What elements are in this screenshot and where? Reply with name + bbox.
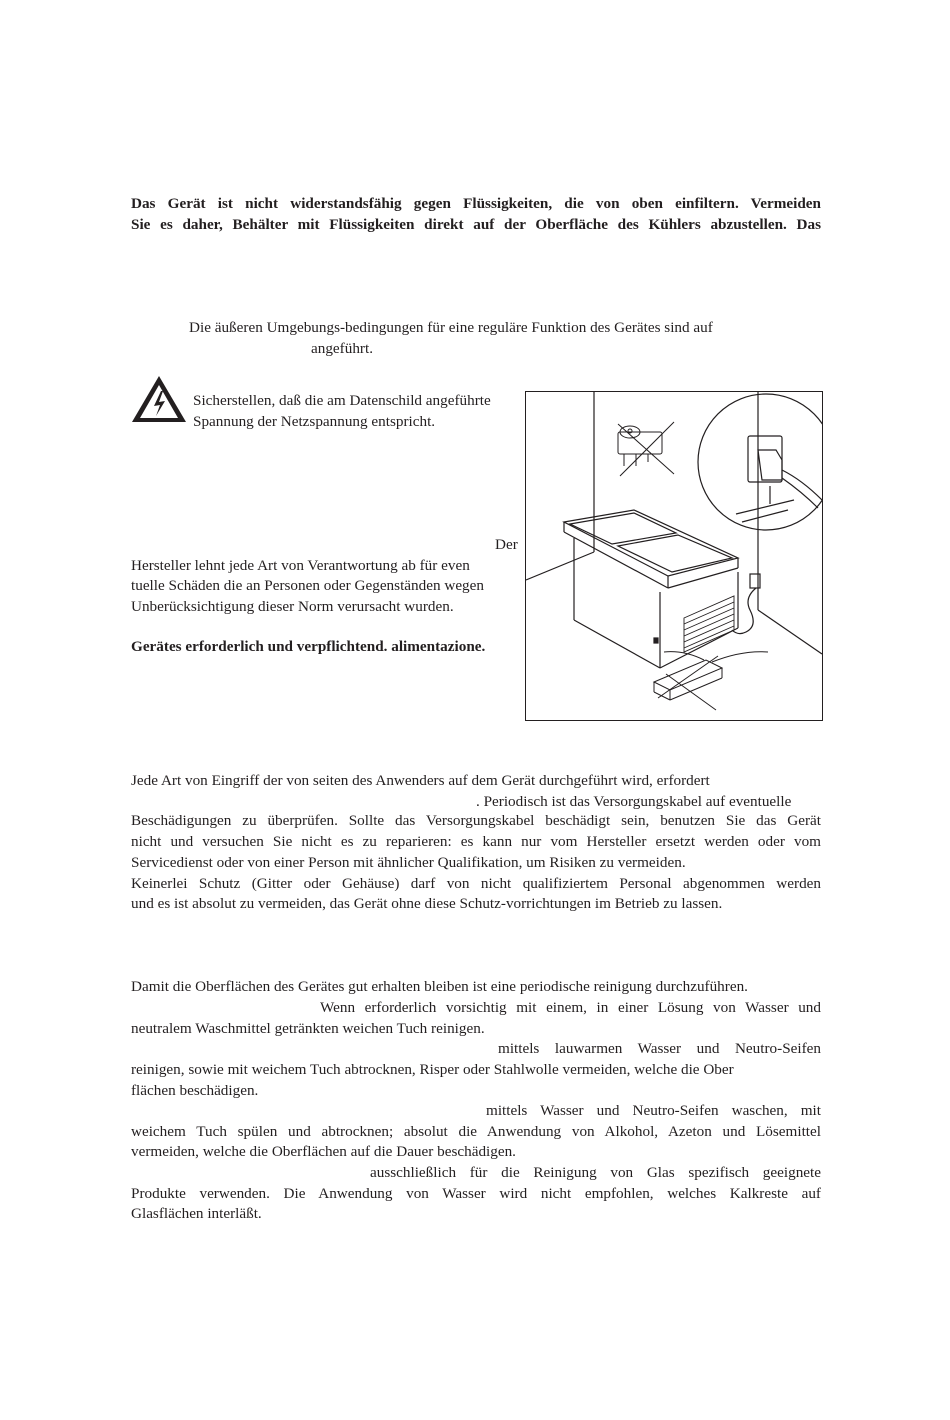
intervention-line-3: Beschädigungen zu überprüfen. Sollte das Versorgungskabel beschädigt sein, benutzen Sie das Gerät bbox=[131, 812, 821, 829]
intervention-line-1: Jede Art von Eingriff der von seiten des Anwenders auf dem Gerät durchgeführt wird, erfordert bbox=[131, 772, 710, 789]
intro-line-2: Sie es daher, Behälter mit Flüssigkeiten direkt auf der Oberfläche des Kühlers abzustellen. Das bbox=[131, 216, 821, 233]
cleaning-line-2: Wenn erforderlich vorsichtig mit einem, in einer Lösung von Wasser und bbox=[320, 999, 821, 1016]
cleaning-line-5: reinigen, sowie mit weichem Tuch abtrocknen, Risper oder Stahlwolle vermeiden, welche die Ober bbox=[131, 1061, 734, 1078]
intervention-line-2: . Periodisch ist das Versorgungskabel auf eventuelle bbox=[476, 793, 792, 810]
liability-line-1: Der bbox=[495, 536, 518, 553]
intervention-line-7: und es ist absolut zu vermeiden, das Gerät ohne diese Schutz-vorrichtungen im Betrieb zu lassen. bbox=[131, 895, 723, 912]
cleaning-line-9: vermeiden, welche die Oberflächen auf die Dauer beschädigen. bbox=[131, 1143, 516, 1160]
liability-line-4: Unberücksichtigung dieser Norm verursacht wurden. bbox=[131, 598, 454, 615]
liability-line-3: tuelle Schäden die an Personen oder Gegenständen wegen bbox=[131, 577, 484, 594]
voltage-line-1: Sicherstellen, daß die am Datenschild angeführte bbox=[193, 392, 491, 409]
intervention-line-4: nicht und versuchen Sie nicht es zu reparieren: es kann nur vom Hersteller ersetzt werden oder vom bbox=[131, 833, 821, 850]
cleaning-line-10: ausschließlich für die Reinigung von Glas spezifisch geeignete bbox=[370, 1164, 821, 1181]
intervention-line-5: Servicedienst oder von einer Person mit ähnlicher Qualifikation, um Risiken zu vermeiden. bbox=[131, 854, 686, 871]
cleaning-line-7: mittels Wasser und Neutro-Seifen waschen, mit bbox=[486, 1102, 821, 1119]
chest-freezer-plug-illustration bbox=[525, 391, 823, 721]
cleaning-line-3: neutralem Waschmittel getränkten weichen Tuch reinigen. bbox=[131, 1020, 485, 1037]
cleaning-line-12: Glasflächen interläßt. bbox=[131, 1205, 262, 1222]
environment-line-2: angeführt. bbox=[311, 340, 373, 357]
intervention-line-6: Keinerlei Schutz (Gitter oder Gehäuse) darf von nicht qualifiziertem Personal abgenommen werden bbox=[131, 875, 821, 892]
liability-bold-line: Gerätes erforderlich und verpflichtend. alimentazione. bbox=[131, 638, 486, 655]
high-voltage-warning-icon bbox=[130, 374, 188, 424]
voltage-line-2: Spannung der Netzspannung entspricht. bbox=[193, 413, 436, 430]
cleaning-line-11: Produkte verwenden. Die Anwendung von Wasser wird nicht empfohlen, welches Kalkreste auf bbox=[131, 1185, 821, 1202]
cleaning-line-4: mittels lauwarmen Wasser und Neutro-Seifen bbox=[498, 1040, 821, 1057]
cleaning-line-1: Damit die Oberflächen des Gerätes gut erhalten bleiben ist eine periodische reinigung durchzuführen. bbox=[131, 978, 748, 995]
cleaning-line-8: weichem Tuch spülen und abtrocknen; absolut die Anwendung von Alkohol, Azeton und Lösemittel bbox=[131, 1123, 821, 1140]
intro-line-1: Das Gerät ist nicht widerstandsfähig gegen Flüssigkeiten, die von oben einfiltern. Vermeiden bbox=[131, 195, 821, 212]
cleaning-line-6: flächen beschädigen. bbox=[131, 1082, 259, 1099]
liability-line-2: Hersteller lehnt jede Art von Verantwortung ab für even bbox=[131, 557, 470, 574]
environment-line-1: Die äußeren Umgebungs-bedingungen für eine reguläre Funktion des Gerätes sind auf bbox=[189, 319, 713, 336]
